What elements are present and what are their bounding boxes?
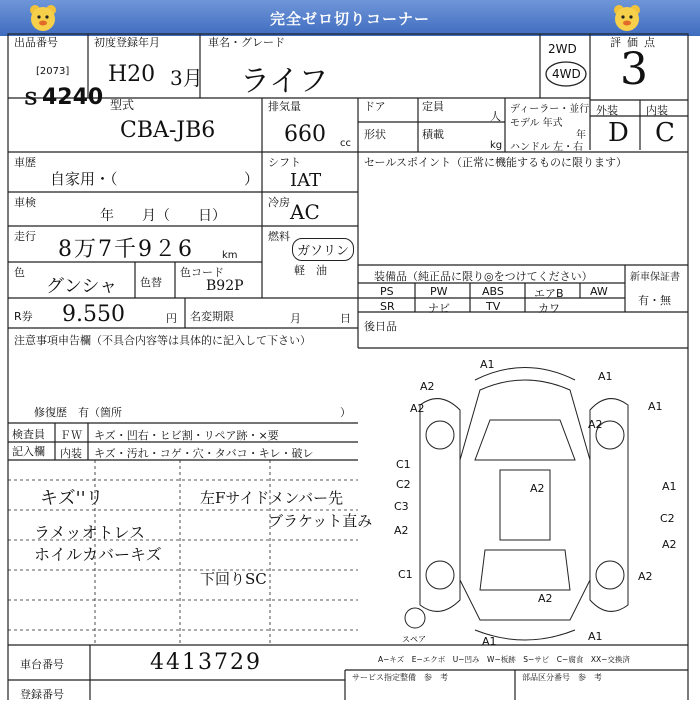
equipment-ps: PS (380, 285, 394, 298)
capacity-unit: 人 (490, 110, 501, 123)
registration-number-label: 登録番号 (20, 688, 64, 701)
cc-unit: cc (340, 138, 351, 149)
model-label: 型式 (110, 98, 135, 112)
damage-mark: A2 (588, 418, 603, 431)
new-car-warranty-label: 新車保証書 (630, 272, 680, 283)
damage-mark: A2 (662, 538, 677, 551)
damage-mark: A1 (482, 635, 497, 648)
load-unit: kg (490, 140, 503, 151)
recycle-value: 9.550 (62, 302, 125, 327)
damage-mark: A2 (410, 402, 425, 415)
equipment-label: 装備品（純正品に限り◎をつけてください） (374, 270, 593, 283)
chassis-number: 4413729 (150, 650, 262, 675)
damage-mark: C3 (394, 500, 409, 513)
damage-mark: A1 (480, 358, 495, 371)
color-code-label: 色コード (180, 266, 224, 279)
damage-mark: A1 (598, 370, 613, 383)
damage-mark: A1 (588, 630, 603, 643)
equipment-tv: TV (486, 300, 501, 313)
parts-reference-label: 部品区分番号 参 考 (522, 673, 602, 682)
inspector-note: 左Fサイドメンバー先 (200, 489, 344, 507)
handle-label: ハンドル 左・右 (510, 142, 584, 153)
ac-label: 冷房 (268, 196, 290, 209)
equipment-abs: ABS (482, 285, 504, 298)
color-code: B92P (206, 278, 244, 294)
inspector-note: 下回りSC (200, 570, 267, 588)
damage-mark: A1 (662, 480, 677, 493)
color-value: グンシャ (46, 276, 118, 297)
displacement-value: 660 (284, 122, 326, 147)
fuel-value: ガソリン (292, 238, 354, 261)
first-registration-label: 初度登録年月 (94, 36, 160, 49)
interior-row-label: 内装 (60, 447, 82, 460)
history-label: 車歴 (14, 156, 36, 169)
retrofit-label: 後日品 (364, 320, 397, 333)
overall-score: 3 (620, 44, 648, 95)
shape-label: 形状 (364, 128, 386, 141)
damage-legend: A−キズ E−エクボ U−凹み W−板跡 S−サビ C−腐食 XX−交換済 (378, 655, 630, 664)
history-close: ） (244, 170, 260, 188)
inspector-note: キズ''リ (40, 488, 104, 509)
exterior-label: 外装 (596, 104, 618, 117)
damage-mark: A1 (648, 400, 663, 413)
shift-label: シフト (268, 156, 301, 169)
drive-2wd: 2WD (548, 42, 577, 56)
model-year-label: モデル 年式 (510, 118, 563, 129)
equipment-sr: SR (380, 300, 395, 313)
spare-label: スペア (402, 635, 426, 644)
registration-year: H20 (108, 62, 156, 87)
sales-point-label: セールスポイント（正常に機能するものに限ります） (364, 156, 628, 169)
inspector-note: ラメッオトレス (34, 523, 146, 542)
car-damage-diagram (360, 350, 688, 650)
equipment-navi: ナビ (428, 302, 450, 315)
displacement-label: 排気量 (268, 100, 301, 113)
yen-unit: 円 (166, 312, 177, 325)
fuel-oil-option: 軽 油 (294, 264, 327, 277)
damage-mark: A2 (394, 524, 409, 537)
registration-month: 3月 (170, 66, 203, 90)
history-value: 自家用・（ (50, 170, 118, 188)
damage-mark: A2 (530, 482, 545, 495)
damage-mark: A2 (538, 592, 553, 605)
interior-items: キズ・汚れ・コゲ・穴・タバコ・キレ・破レ (94, 447, 314, 460)
repair-history-close: ） (340, 406, 351, 419)
score-label: 評価点 (610, 36, 661, 49)
equipment-pw: PW (430, 285, 448, 298)
damage-mark: A2 (638, 570, 653, 583)
name-change-label: 名変期限 (190, 310, 234, 323)
interior-label: 内装 (646, 104, 668, 117)
damage-mark: C1 (396, 458, 411, 471)
fw-items: キズ・凹右・ヒビ割・リペア跡・×要 (94, 429, 279, 442)
inspection-label: 車検 (14, 196, 36, 209)
inspection-value: 年 月（ 日） (100, 208, 226, 224)
shift-value: IAT (290, 170, 322, 191)
color-label: 色 (14, 266, 25, 279)
drive-4wd: 4WD (552, 67, 581, 81)
km-unit: km (222, 250, 238, 261)
lot-number-label: 出品番号 (14, 36, 58, 49)
interior-grade: C (655, 118, 675, 148)
car-name-label: 車名・グレード (208, 36, 285, 49)
equipment-leather: カワ (538, 302, 560, 315)
damage-mark: C2 (396, 478, 411, 491)
fw-label: ＦＷ (60, 429, 82, 442)
load-label: 積載 (422, 128, 444, 141)
damage-mark: A2 (420, 380, 435, 393)
car-name: ライフ (240, 64, 329, 99)
equipment-airbag: エアB (534, 287, 564, 300)
capacity-label: 定員 (422, 100, 444, 113)
inspector-note: ホイルカバーキズ (34, 545, 162, 564)
repair-history-label: 修復歴 有（箇所 (34, 406, 122, 419)
dealer-label: ディーラー・並行 (510, 104, 590, 115)
lot-code: [2073] (36, 66, 70, 77)
model-code: CBA-JB6 (120, 118, 216, 143)
mileage-value: 8万7千9２6 (58, 237, 194, 262)
day-unit: 日 (340, 312, 351, 325)
equipment-aw: AW (590, 285, 608, 298)
new-car-warranty-value: 有・無 (638, 294, 671, 307)
door-label: ドア (364, 100, 386, 113)
fuel-label: 燃料 (268, 230, 290, 243)
exterior-grade: D (608, 118, 629, 148)
chassis-number-label: 車台番号 (20, 658, 64, 671)
month-unit: 月 (290, 312, 301, 325)
year-unit: 年 (576, 130, 586, 141)
page-title: 完全ゼロ切りコーナー (269, 10, 430, 28)
damage-mark: C2 (660, 512, 675, 525)
ac-value: AC (290, 200, 320, 224)
inspector-label: 検査員 記入欄 (12, 428, 45, 458)
color-change-label: 色替 (140, 276, 162, 289)
damage-mark: C1 (398, 568, 413, 581)
mileage-label: 走行 (14, 230, 36, 243)
notes-label: 注意事項申告欄（不具合内容等は具体的に記入して下さい） (14, 334, 311, 347)
service-reference-label: サービス指定整備 参 考 (352, 673, 448, 682)
recycle-label: R券 (14, 310, 33, 323)
lot-number: ｓ4240 (20, 85, 104, 110)
inspector-note: ブラケット直み (268, 512, 373, 530)
